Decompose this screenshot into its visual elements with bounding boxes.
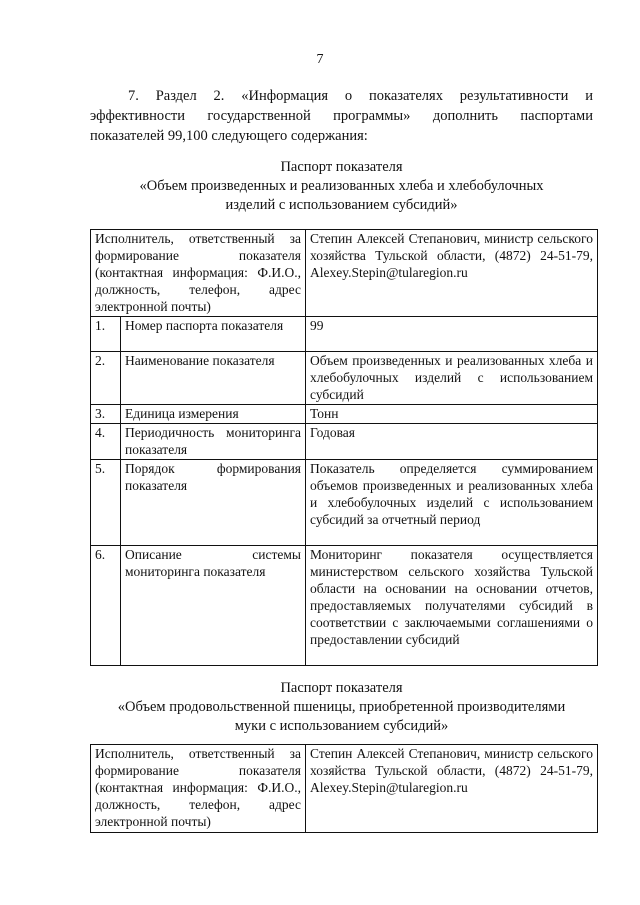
executor-value: Степин Алексей Степанович, министр сельского хозяйства Тульской области, (4872) 24-51-79, Alexey.Stepin@tularegion.ru: [306, 745, 598, 833]
executor-label: Исполнитель, ответственный за формирование показателя (контактная информация: Ф.И.О., должность, телефон, адрес электронной почты): [91, 230, 306, 317]
passport-2-heading: Паспорт показателя: [280, 680, 403, 696]
passport-1-indicator-name: «Объем произведенных и реализованных хлеба и хлебобулочных изделий с использованием субсидий»: [139, 178, 544, 213]
passport-1-table: [90, 229, 598, 666]
row-name: Описание системы мониторинга показателя: [121, 546, 306, 666]
row-name: Наименование показателя: [121, 352, 306, 405]
passport-2-table: [90, 744, 598, 833]
row-value: Тонн: [306, 405, 598, 424]
row-value: Мониторинг показателя осуществляется министерством сельского хозяйства Тульской области на основании на основании отчетов, предоставляемых получателями субсидий в соответствии с заключаемыми соглашениями о предоставлении субсидий: [306, 546, 598, 666]
row-number: 2.: [91, 352, 121, 405]
table-row: [91, 460, 598, 546]
table-row: [91, 424, 598, 460]
row-number: 1.: [91, 317, 121, 352]
row-number: 5.: [91, 460, 121, 546]
table-row: [91, 230, 598, 317]
row-number: 6.: [91, 546, 121, 666]
passport-1-title: [90, 158, 593, 215]
row-name: Порядок формирования показателя: [121, 460, 306, 546]
row-number: 3.: [91, 405, 121, 424]
passport-1-heading: Паспорт показателя: [280, 159, 403, 175]
table-row: [91, 405, 598, 424]
table-row: [91, 546, 598, 666]
executor-value: Степин Алексей Степанович, министр сельского хозяйства Тульской области, (4872) 24-51-79, Alexey.Stepin@tularegion.ru: [306, 230, 598, 317]
intro-paragraph: 7. Раздел 2. «Информация о показателях результативности и эффективности государственной программы» дополнить паспортами показателей 99,100 следующего содержания:: [90, 88, 593, 144]
row-value: Показатель определяется суммированием объемов произведенных и реализованных хлеба и хлебобулочных изделий с использованием субсидий за отчетный период: [306, 460, 598, 546]
page-number: 7: [316, 52, 324, 67]
passport-2-indicator-name: «Объем продовольственной пшеницы, приобретенной производителями муки с использованием субсидий»: [117, 699, 566, 734]
table-row: [91, 745, 598, 833]
row-number: 4.: [91, 424, 121, 460]
table-row: [91, 317, 598, 352]
table-row: [91, 352, 598, 405]
row-value: Годовая: [306, 424, 598, 460]
row-name: Периодичность мониторинга показателя: [121, 424, 306, 460]
executor-label: Исполнитель, ответственный за формирование показателя (контактная информация: Ф.И.О., должность, телефон, адрес электронной почты): [91, 745, 306, 833]
row-name: Единица измерения: [121, 405, 306, 424]
passport-2-title: [90, 679, 593, 736]
row-value: 99: [306, 317, 598, 352]
row-value: Объем произведенных и реализованных хлеба и хлебобулочных изделий с использованием субсидий: [306, 352, 598, 405]
row-name: Номер паспорта показателя: [121, 317, 306, 352]
